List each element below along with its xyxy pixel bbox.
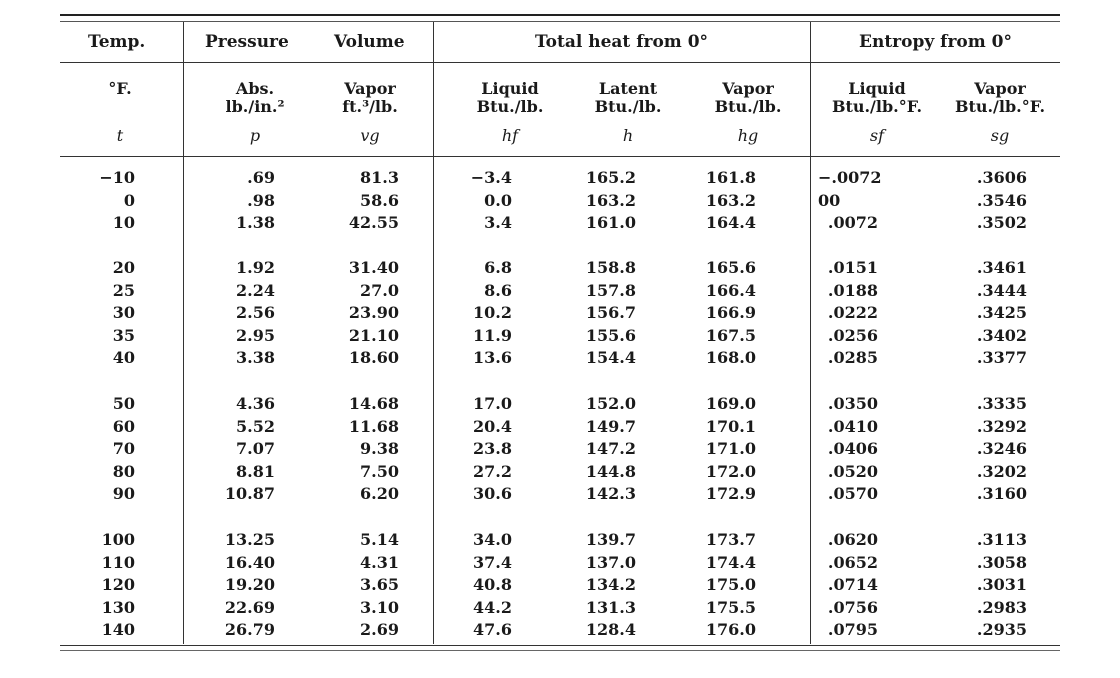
cell-hg: 163.2 [705, 190, 756, 210]
cell-h: 139.7 [585, 530, 636, 549]
cell-h: 137.0 [585, 552, 636, 572]
cell-h: 149.7 [585, 416, 636, 436]
subheader-sf-line2: Btu./lb.°F. [831, 97, 923, 116]
cell-sg: .3058 [976, 552, 1027, 572]
cell-hf: −3.4 [470, 168, 512, 187]
cell-h: 161.0 [585, 213, 636, 232]
subheader-hg-symbol: hg [737, 126, 759, 145]
cell-hg: 176.0 [705, 620, 756, 639]
bottom-rule [60, 645, 1060, 646]
cell-temp: 140 [101, 620, 135, 639]
cell-sf: .0256 [827, 325, 878, 345]
cell-temp: 25 [112, 280, 135, 300]
cell-hg: 169.0 [705, 394, 756, 413]
top-rule [60, 14, 1060, 16]
cell-sf: .0570 [827, 484, 878, 503]
cell-volume: 42.55 [348, 213, 399, 232]
column-divider [810, 22, 811, 644]
cell-sf: .0520 [827, 461, 878, 481]
cell-hf: 20.4 [473, 416, 512, 436]
cell-hg: 171.0 [705, 439, 756, 458]
subheader-temp-symbol: t [116, 126, 124, 145]
header-entropy: Entropy from 0° [859, 32, 1012, 52]
cell-sg: .3031 [976, 575, 1027, 594]
cell-pressure: 13.25 [224, 530, 275, 549]
cell-hg: 166.4 [705, 280, 756, 300]
subheader-volume-symbol: vg [360, 126, 380, 145]
cell-h: 155.6 [585, 325, 636, 345]
cell-pressure: 19.20 [224, 575, 275, 594]
cell-hg: 173.7 [705, 530, 756, 549]
cell-hf: 17.0 [473, 394, 512, 413]
cell-sg: .3502 [976, 213, 1027, 232]
cell-h: 163.2 [585, 190, 636, 210]
cell-hf: 23.8 [473, 439, 512, 458]
cell-h: 152.0 [585, 394, 636, 413]
cell-sf: .0410 [827, 416, 878, 436]
cell-sg: .3425 [976, 303, 1027, 322]
cell-h: 157.8 [585, 280, 636, 300]
cell-sg: .2935 [976, 620, 1027, 639]
cell-hg: 172.9 [705, 484, 756, 503]
cell-pressure: 5.52 [236, 416, 275, 436]
cell-hf: 6.8 [484, 258, 512, 277]
subheader-sg-line2: Btu./lb.°F. [954, 97, 1046, 116]
cell-hf: 34.0 [473, 530, 512, 549]
cell-hg: 170.1 [705, 416, 756, 436]
cell-pressure: 2.56 [236, 303, 275, 322]
cell-hf: 27.2 [473, 461, 512, 481]
cell-sf: −.0072 [818, 168, 882, 187]
cell-sg: .3292 [976, 416, 1027, 436]
cell-hf: 8.6 [484, 280, 512, 300]
cell-temp: 40 [112, 348, 135, 367]
cell-temp: 50 [112, 394, 135, 413]
column-divider [433, 22, 434, 644]
subheader-h-symbol: h [622, 126, 634, 145]
cell-sg: .3402 [976, 325, 1027, 345]
subheader-sf-symbol: sf [869, 126, 885, 145]
cell-sg: .3546 [976, 190, 1027, 210]
header-total-heat: Total heat from 0° [534, 32, 709, 52]
cell-pressure: 2.95 [236, 325, 275, 345]
cell-pressure: 3.38 [236, 348, 275, 367]
cell-sf: .0795 [827, 620, 878, 639]
subheader-sg-line1: Vapor [974, 79, 1026, 98]
cell-hg: 165.6 [705, 258, 756, 277]
subheader-volume-line1: Vapor [344, 79, 396, 98]
cell-temp: 130 [101, 597, 135, 617]
cell-temp: 0 [123, 190, 135, 210]
cell-temp: 35 [112, 325, 135, 345]
cell-temp: 80 [112, 461, 135, 481]
cell-volume: 81.3 [360, 168, 399, 187]
cell-h: 156.7 [585, 303, 636, 322]
cell-hf: 30.6 [473, 484, 512, 503]
cell-temp: 70 [112, 439, 135, 458]
cell-sg: .3202 [976, 461, 1027, 481]
cell-volume: 2.69 [360, 620, 399, 639]
cell-hf: 47.6 [473, 620, 512, 639]
cell-temp: 90 [112, 484, 135, 503]
cell-h: 142.3 [585, 484, 636, 503]
cell-pressure: 7.07 [236, 439, 275, 458]
cell-h: 147.2 [585, 439, 636, 458]
cell-hg: 175.5 [705, 597, 756, 617]
cell-hf: 0.0 [484, 190, 512, 210]
bottom-rule-thin [60, 650, 1060, 651]
cell-hf: 13.6 [473, 348, 512, 367]
cell-sf: .0620 [827, 530, 878, 549]
cell-pressure: 22.69 [224, 597, 275, 617]
cell-hg: 168.0 [705, 348, 756, 367]
top-rule-thin [60, 21, 1060, 22]
subheader-pressure-line1: Abs. [235, 79, 275, 98]
cell-volume: 18.60 [348, 348, 399, 367]
cell-hf: 3.4 [484, 213, 512, 232]
cell-volume: 58.6 [360, 190, 399, 210]
cell-sg: .3113 [976, 530, 1027, 549]
cell-hf: 11.9 [473, 325, 512, 345]
cell-temp: 10 [112, 213, 135, 232]
cell-pressure: .69 [247, 168, 275, 187]
cell-pressure: 16.40 [224, 552, 275, 572]
subheader-sf-line1: Liquid [848, 79, 906, 98]
cell-pressure: 1.92 [236, 258, 275, 277]
cell-volume: 5.14 [360, 530, 399, 549]
cell-volume: 21.10 [348, 325, 399, 345]
cell-sf: .0151 [827, 258, 878, 277]
cell-volume: 14.68 [348, 394, 399, 413]
cell-pressure: 8.81 [236, 461, 275, 481]
cell-volume: 7.50 [360, 461, 399, 481]
cell-h: 131.3 [585, 597, 636, 617]
header-volume: Volume [334, 32, 405, 52]
cell-hg: 167.5 [705, 325, 756, 345]
subheader-h-line1: Latent [598, 79, 658, 98]
cell-h: 158.8 [585, 258, 636, 277]
subheader-volume-line2: ft.³/lb. [342, 97, 398, 116]
cell-pressure: 2.24 [236, 280, 275, 300]
subheader-sg-symbol: sg [990, 126, 1010, 145]
cell-sf: .0188 [827, 280, 878, 300]
subheader-hf-line2: Btu./lb. [476, 97, 544, 116]
cell-sf: .0406 [827, 439, 878, 458]
subheader-hg-line1: Vapor [722, 79, 774, 98]
cell-volume: 11.68 [348, 416, 399, 436]
cell-temp: 20 [112, 258, 135, 277]
cell-hg: 174.4 [705, 552, 756, 572]
cell-hf: 44.2 [473, 597, 512, 617]
cell-sg: .2983 [976, 597, 1027, 617]
cell-h: 144.8 [585, 461, 636, 481]
cell-sf: 00 [818, 190, 841, 210]
cell-volume: 27.0 [360, 280, 399, 300]
cell-volume: 23.90 [348, 303, 399, 322]
cell-volume: 31.40 [348, 258, 399, 277]
cell-hg: 161.8 [705, 168, 756, 187]
cell-sf: .0072 [827, 213, 878, 232]
cell-temp: 100 [101, 530, 135, 549]
cell-sf: .0652 [827, 552, 878, 572]
cell-hg: 164.4 [705, 213, 756, 232]
cell-h: 134.2 [585, 575, 636, 594]
cell-volume: 9.38 [360, 439, 399, 458]
cell-hf: 10.2 [473, 303, 512, 322]
cell-pressure: 4.36 [236, 394, 275, 413]
cell-pressure: 10.87 [224, 484, 275, 503]
cell-h: 165.2 [585, 168, 636, 187]
cell-sf: .0756 [827, 597, 878, 617]
header-rule [60, 62, 1060, 63]
cell-temp: 110 [101, 552, 135, 572]
cell-temp: −10 [99, 168, 135, 187]
subheader-hg-line2: Btu./lb. [714, 97, 782, 116]
header-temp: Temp. [88, 32, 146, 52]
cell-pressure: 26.79 [224, 620, 275, 639]
column-divider [183, 22, 184, 644]
cell-sg: .3246 [976, 439, 1027, 458]
cell-hg: 172.0 [705, 461, 756, 481]
cell-pressure: .98 [247, 190, 275, 210]
cell-h: 154.4 [585, 348, 636, 367]
cell-hf: 37.4 [473, 552, 512, 572]
cell-sf: .0714 [827, 575, 878, 594]
cell-hg: 166.9 [705, 303, 756, 322]
cell-sg: .3377 [976, 348, 1027, 367]
subheader-hf-symbol: hf [501, 126, 519, 145]
cell-pressure: 1.38 [236, 213, 275, 232]
cell-h: 128.4 [585, 620, 636, 639]
subheader-pressure-line2: lb./in.² [225, 97, 285, 116]
cell-temp: 30 [112, 303, 135, 322]
cell-hg: 175.0 [705, 575, 756, 594]
cell-temp: 120 [101, 575, 135, 594]
subheader-temp-unit: °F. [108, 79, 132, 98]
cell-sg: .3461 [976, 258, 1027, 277]
subheader-rule [60, 156, 1060, 157]
cell-sf: .0350 [827, 394, 878, 413]
cell-sf: .0285 [827, 348, 878, 367]
cell-volume: 3.65 [360, 575, 399, 594]
cell-sf: .0222 [827, 303, 878, 322]
subheader-h-line2: Btu./lb. [594, 97, 662, 116]
cell-sg: .3160 [976, 484, 1027, 503]
cell-sg: .3444 [976, 280, 1027, 300]
cell-volume: 6.20 [360, 484, 399, 503]
cell-temp: 60 [112, 416, 135, 436]
cell-sg: .3606 [976, 168, 1027, 187]
header-pressure: Pressure [205, 32, 289, 52]
cell-hf: 40.8 [473, 575, 512, 594]
cell-volume: 4.31 [360, 552, 399, 572]
cell-sg: .3335 [976, 394, 1027, 413]
subheader-pressure-symbol: p [249, 126, 261, 145]
subheader-hf-line1: Liquid [481, 79, 539, 98]
cell-volume: 3.10 [360, 597, 399, 617]
